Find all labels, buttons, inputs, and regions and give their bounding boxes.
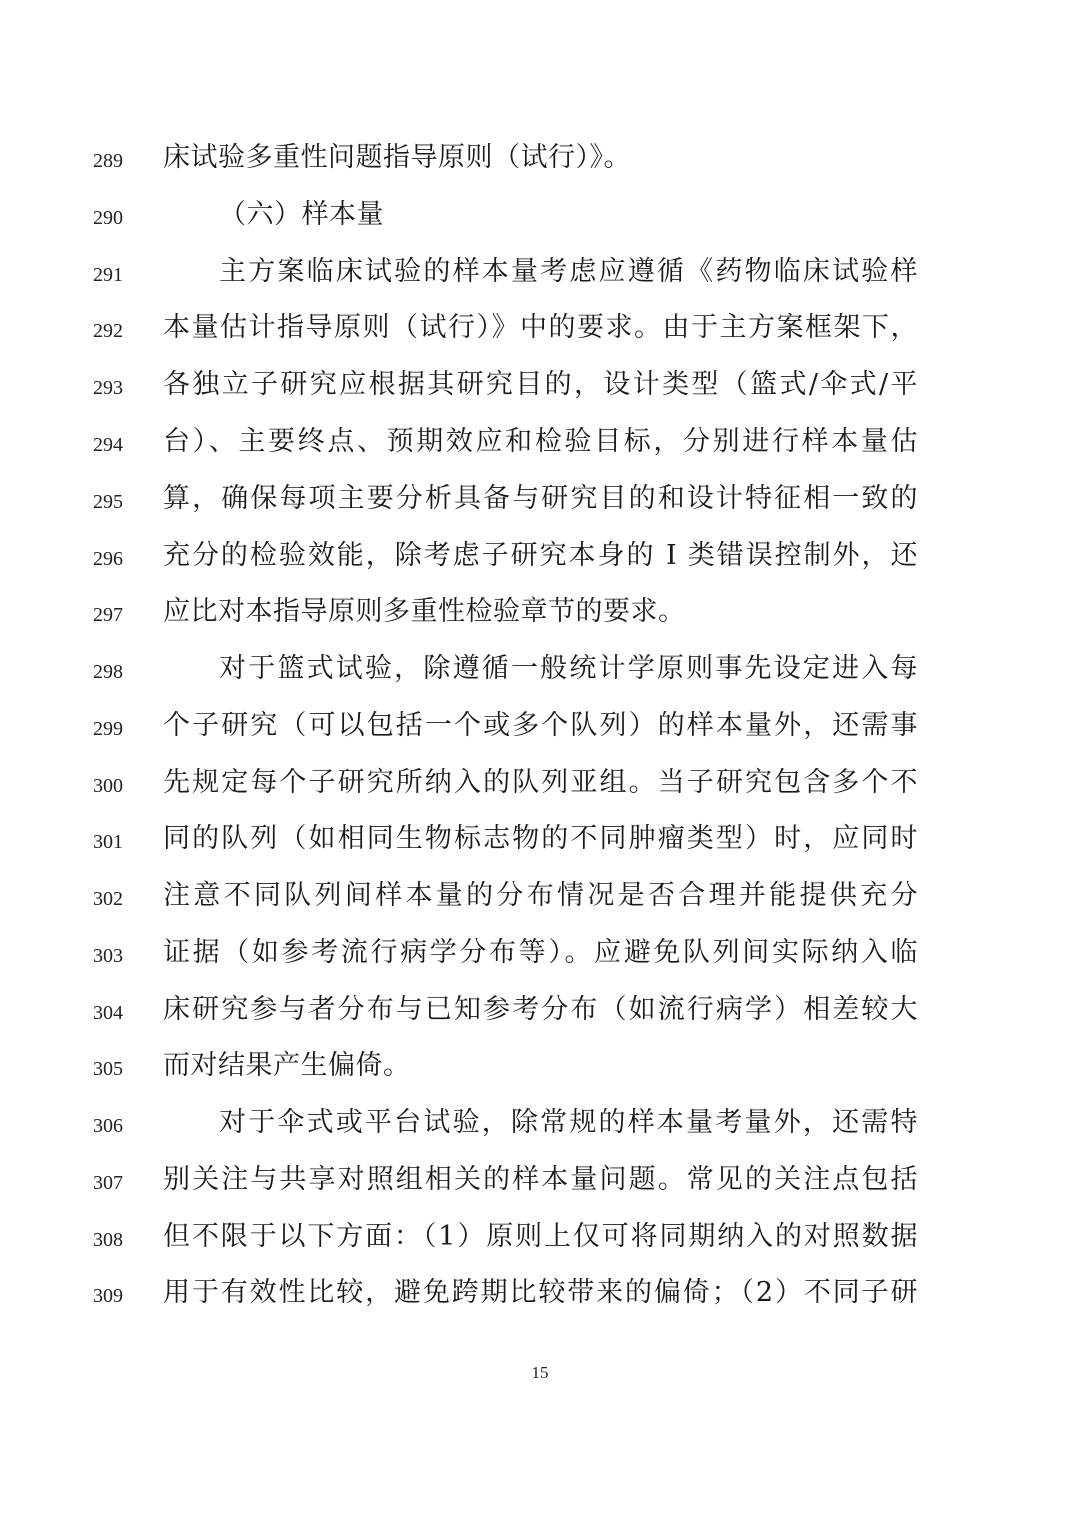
text-line (0, 1215, 1080, 1265)
text-line (0, 136, 1080, 186)
text-line (0, 420, 1080, 470)
line-number: 290 (93, 207, 123, 229)
line-number: 306 (93, 1115, 123, 1137)
line-text: 对于篮式试验，除遵循一般统计学原则事先设定进入每 (219, 653, 918, 684)
text-line (0, 931, 1080, 981)
line-number: 308 (93, 1229, 123, 1251)
line-text: 个子研究（可以包括一个或多个队列）的样本量外，还需事 (163, 710, 918, 741)
line-number: 304 (93, 1002, 123, 1024)
text-line (0, 1158, 1080, 1208)
line-text: 对于伞式或平台试验，除常规的样本量考量外，还需特 (219, 1107, 918, 1138)
line-number: 305 (93, 1058, 123, 1080)
line-text: 应比对本指导原则多重性检验章节的要求。 (163, 596, 686, 627)
line-text: 台）、主要终点、预期效应和检验目标，分别进行样本量估 (163, 426, 918, 457)
line-number: 289 (93, 150, 123, 172)
text-line (0, 1044, 1080, 1094)
line-text: 而对结果产生偏倚。 (163, 1050, 411, 1081)
line-text: 但不限于以下方面：（1）原则上仅可将同期纳入的对照数据 (163, 1221, 918, 1252)
line-number: 300 (93, 775, 123, 797)
line-number: 299 (93, 718, 123, 740)
line-text: 主方案临床试验的样本量考虑应遵循《药物临床试验样 (219, 256, 918, 287)
text-line (0, 647, 1080, 697)
line-number: 296 (93, 548, 123, 570)
line-text: 同的队列（如相同生物标志物的不同肿瘤类型）时，应同时 (163, 823, 918, 854)
line-number: 303 (93, 945, 123, 967)
text-line (0, 817, 1080, 867)
line-text: 注意不同队列间样本量的分布情况是否合理并能提供充分 (163, 880, 918, 911)
line-number: 298 (93, 661, 123, 683)
page-number: 15 (531, 1363, 549, 1382)
line-text: 先规定每个子研究所纳入的队列亚组。当子研究包含多个不 (163, 767, 918, 798)
line-number: 293 (93, 377, 123, 399)
text-line (0, 988, 1080, 1038)
line-number: 301 (93, 831, 123, 853)
line-text: 本量估计指导原则（试行）》中的要求。由于主方案框架下， (163, 312, 918, 343)
text-line (0, 193, 1080, 243)
line-text: 床研究参与者分布与已知参考分布（如流行病学）相差较大 (163, 994, 918, 1025)
line-number: 291 (93, 264, 123, 286)
text-line (0, 874, 1080, 924)
line-text: 证据（如参考流行病学分布等）。应避免队列间实际纳入临 (163, 937, 918, 968)
line-text: 算，确保每项主要分析具备与研究目的和设计特征相一致的 (163, 483, 918, 514)
line-text: 各独立子研究应根据其研究目的，设计类型（篮式/伞式/平 (163, 369, 918, 400)
line-number: 297 (93, 604, 123, 626)
line-number: 295 (93, 491, 123, 513)
text-line (0, 761, 1080, 811)
text-line (0, 704, 1080, 754)
line-number: 294 (93, 434, 123, 456)
line-number: 292 (93, 320, 123, 342)
text-line (0, 1101, 1080, 1151)
text-line (0, 250, 1080, 300)
line-text: 用于有效性比较，避免跨期比较带来的偏倚；（2）不同子研 (163, 1277, 918, 1308)
text-line (0, 477, 1080, 527)
line-text: 充分的检验效能，除考虑子研究本身的 I 类错误控制外，还 (163, 540, 918, 571)
section-heading: （六）样本量 (219, 199, 384, 230)
text-line (0, 363, 1080, 413)
line-number: 309 (93, 1285, 123, 1307)
line-text: 别关注与共享对照组相关的样本量问题。常见的关注点包括 (163, 1164, 918, 1195)
line-number: 302 (93, 888, 123, 910)
line-text: 床试验多重性问题指导原则（试行）》。 (163, 142, 631, 173)
text-line (0, 306, 1080, 356)
line-number: 307 (93, 1172, 123, 1194)
text-line (0, 1271, 1080, 1321)
text-line (0, 534, 1080, 584)
text-line (0, 590, 1080, 640)
